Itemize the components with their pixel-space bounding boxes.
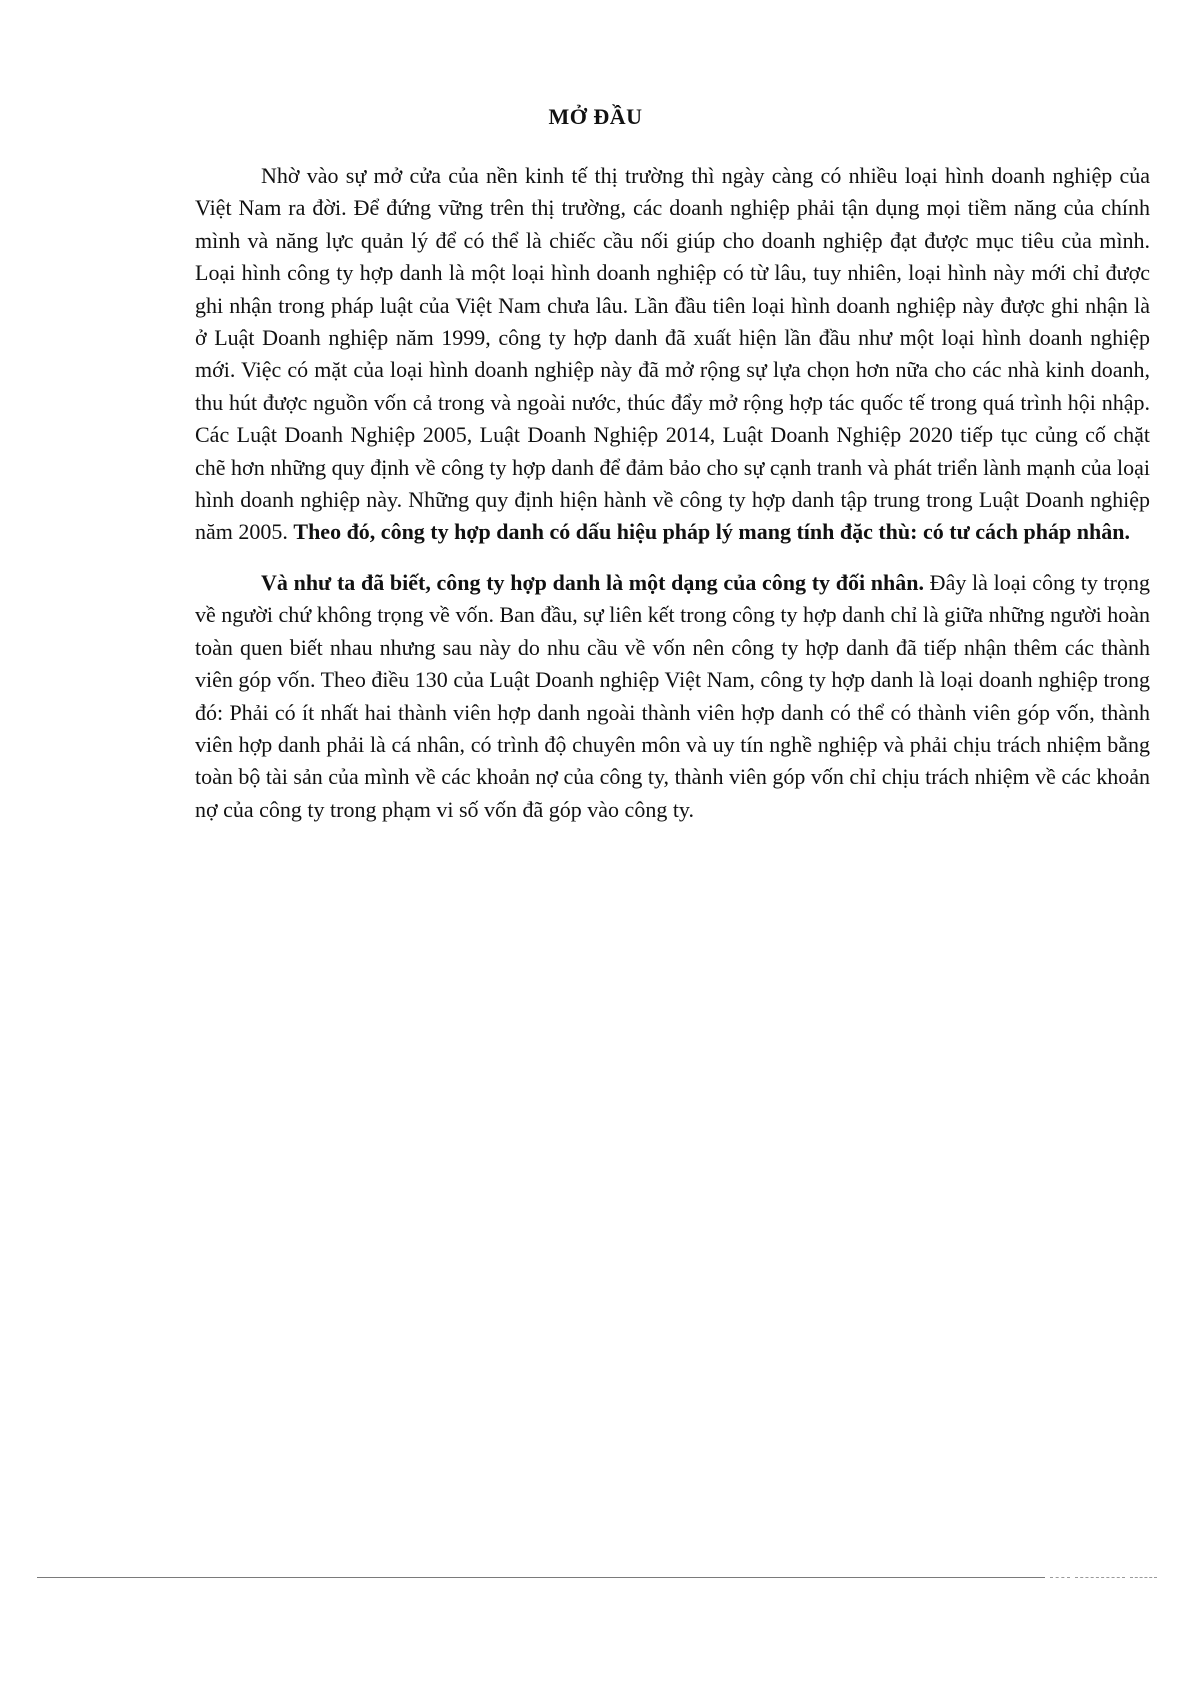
paragraph-bold-text: Theo đó, công ty hợp danh có dấu hiệu pháp lý mang tính đặc thù: có tư cách pháp nhân. [293, 519, 1130, 545]
paragraph-partnership-definition [195, 567, 1150, 826]
document-body [195, 160, 1150, 826]
paragraph-text: Đây là loại công ty trọng về người chứ không trọng về vốn. Ban đầu, sự liên kết trong công ty hợp danh chỉ là giữa những người hoàn toàn quen biết nhau nhưng sau này do nhu cầu về vốn nên công ty hợp danh đã tiếp nhận thêm các thành viên góp vốn. Theo điều 130 của Luật Doanh nghiệp Việt Nam, công ty hợp danh là loại doanh nghiệp trong đó: Phải có ít nhất hai thành viên hợp danh ngoài thành viên hợp danh có thể có thành viên góp vốn, thành viên hợp danh phải là cá nhân, có trình độ chuyên môn và uy tín nghề nghiệp và phải chịu trách nhiệm bằng toàn bộ tài sản của mình về các khoản nợ của công ty, thành viên góp vốn chỉ chịu trách nhiệm về các khoản nợ của công ty trong phạm vi số vốn đã góp vào công ty. [195, 569, 1150, 822]
paragraph-text: Nhờ vào sự mở cửa của nền kinh tế thị trường thì ngày càng có nhiều loại hình doanh nghiệp của Việt Nam ra đời. Để đứng vững trên thị trường, các doanh nghiệp phải tận dụng mọi tiềm năng của chính mình và năng lực quản lý để có thể là chiếc cầu nối giúp cho doanh nghiệp đạt được mục tiêu của mình. Loại hình công ty hợp danh là một loại hình doanh nghiệp có từ lâu, tuy nhiên, loại hình này mới chỉ được ghi nhận trong pháp luật của Việt Nam chưa lâu. Lần đầu tiên loại hình doanh nghiệp này được ghi nhận là ở Luật Doanh nghiệp năm 1999, công ty hợp danh đã xuất hiện lần đầu như một loại hình doanh nghiệp mới. Việc có mặt của loại hình doanh nghiệp này đã mở rộng sự lựa chọn hơn nữa cho các nhà kinh doanh, thu hút được nguồn vốn cả trong và ngoài nước, thúc đẩy mở rộng hợp tác quốc tế trong quá trình hội nhập. Các Luật Doanh Nghiệp 2005, Luật Doanh Nghiệp 2014, Luật Doanh Nghiệp 2020 tiếp tục củng cố chặt chẽ hơn những quy định về công ty hợp danh để đảm bảo cho sự cạnh tranh và phát triển lành mạnh của loại hình doanh nghiệp này. Những quy định hiện hành về công ty hợp danh tập trung trong Luật Doanh nghiệp năm 2005. [195, 163, 1150, 545]
footer-dash-segment [1050, 1577, 1070, 1578]
paragraph-introduction [195, 160, 1150, 549]
paragraph-bold-text: Và như ta đã biết, công ty hợp danh là một dạng của công ty đối nhân. [261, 569, 924, 595]
page-title: MỞ ĐẦU [548, 104, 643, 129]
footer-dash-segment [1130, 1577, 1157, 1578]
footer-divider [37, 1577, 1045, 1578]
footer-dash-segment [1075, 1577, 1125, 1578]
